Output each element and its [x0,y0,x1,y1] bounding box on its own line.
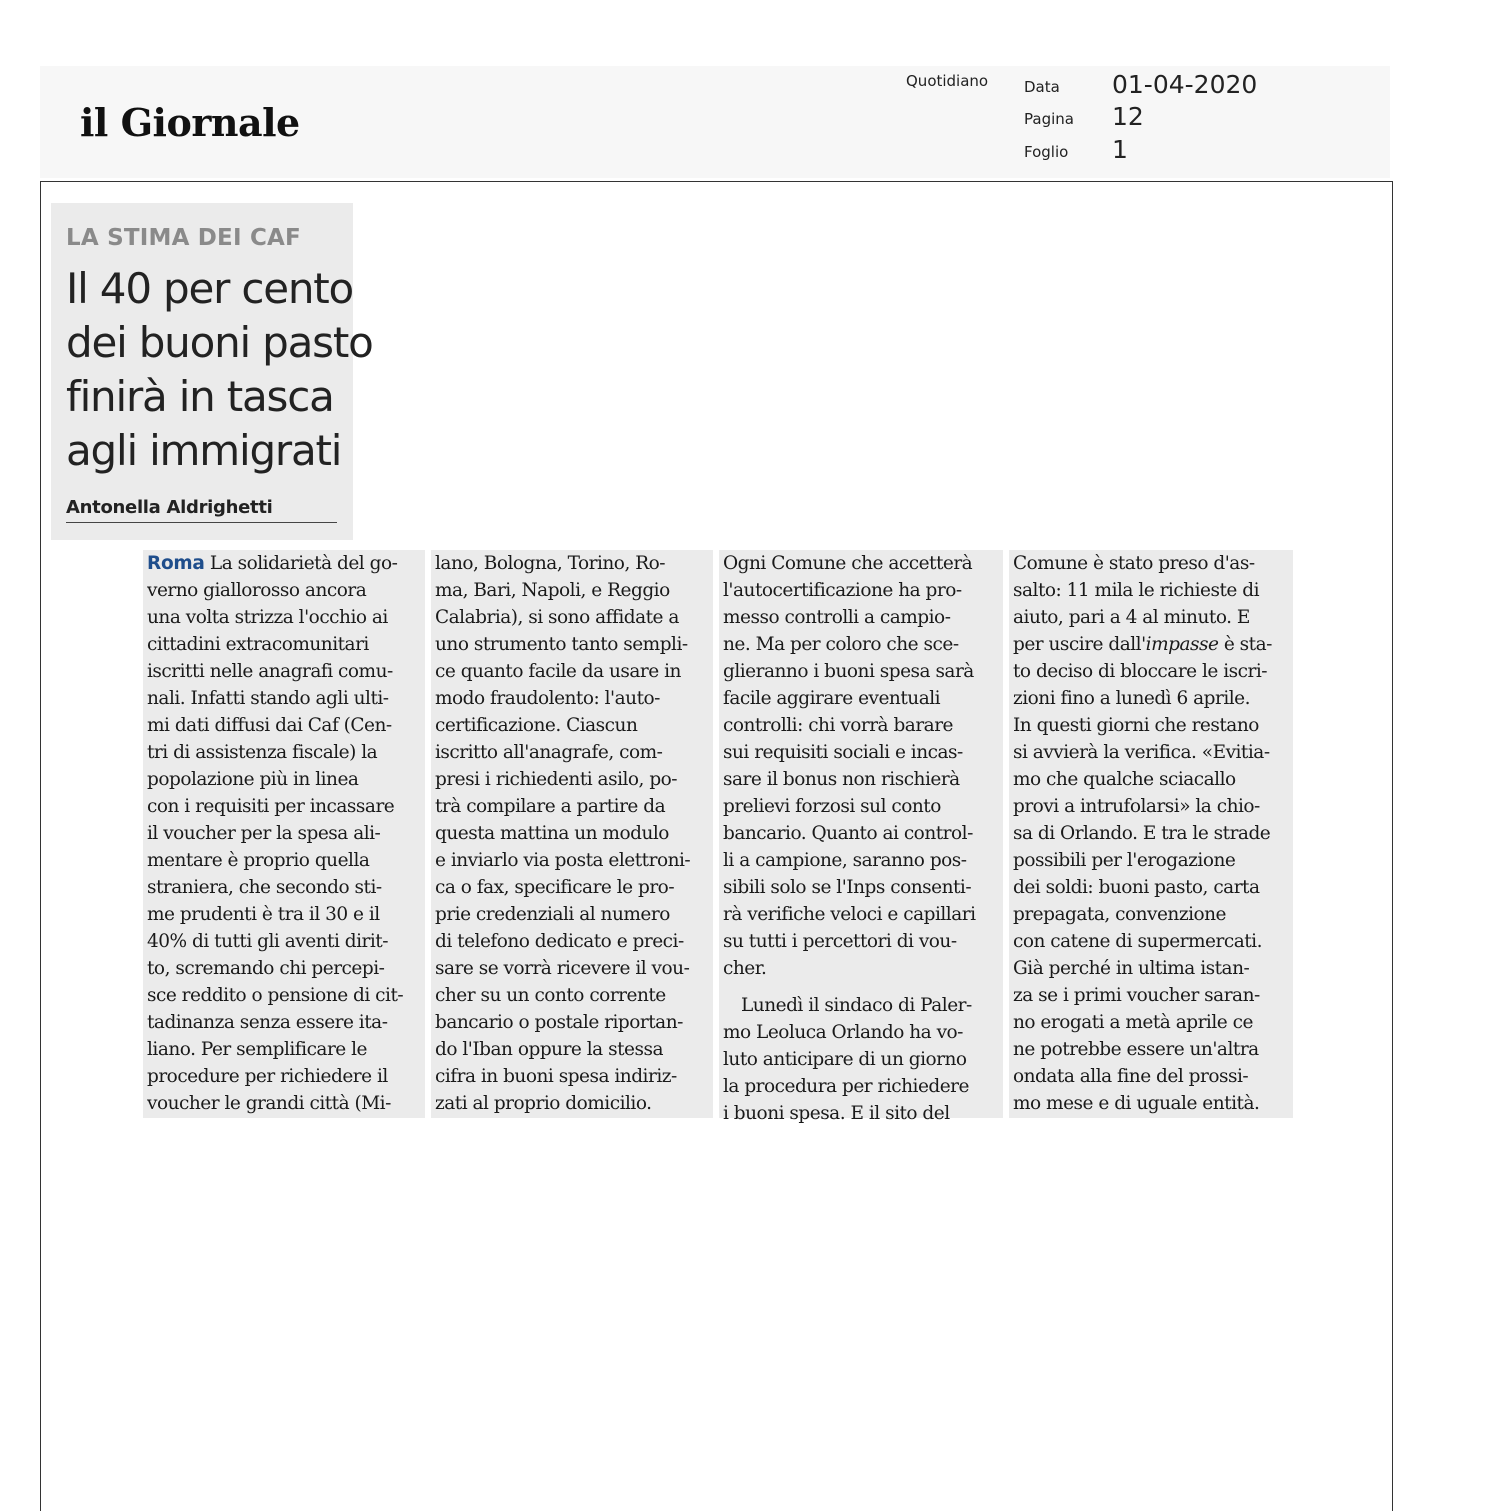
article-column-2 [431,550,713,1118]
text-line: e inviarlo via posta elettroni- [435,850,691,871]
text-line: Calabria), si sono affidate a [435,607,679,628]
text-line: In questi giorni che restano [1013,715,1259,736]
text-line [147,550,421,577]
text-line: ne potrebbe essere un'altra [1013,1039,1259,1060]
text-line: modo fraudolento: l'auto- [435,688,660,709]
text-line: no erogati a metà aprile ce [1013,1012,1253,1033]
text-line: zati al proprio domicilio. [435,1093,652,1114]
article-column-4 [1009,550,1293,1118]
text-line: sibili solo se l'Inps consenti- [723,877,972,898]
text-line: iscritto all'anagrafe, com- [435,742,663,763]
text-line: 40% di tutti gli aventi dirit- [147,931,388,952]
text-line: ne. Ma per coloro che sce- [723,634,959,655]
text-line: Lunedì il sindaco di Paler- [741,995,972,1016]
text-line: una volta strizza l'occhio ai [147,607,388,628]
text-line: popolazione più in linea [147,769,359,790]
text-line: liano. Per semplificare le [147,1039,367,1060]
headline-line: finirà in tasca [66,372,334,421]
text-line: glieranno i buoni spesa sarà [723,661,974,682]
text-line: controlli: chi vorrà barare [723,715,953,736]
text-line: iscritti nelle anagrafi comu- [147,661,393,682]
text-line: si avvierà la verifica. «Evitia- [1013,742,1270,763]
text-line: sa di Orlando. E tra le strade [1013,823,1271,844]
text-fragment: è sta- [1218,634,1272,655]
sheet-label: Foglio [1024,143,1069,161]
headline-line: dei buoni pasto [66,318,373,367]
text-line: voucher le grandi città (Mi- [147,1093,391,1114]
text-line: verno giallorosso ancora [147,580,367,601]
text-fragment: per uscire dall' [1013,634,1146,655]
text-line: mentare è proprio quella [147,850,370,871]
text-line: il voucher per la spesa ali- [147,823,381,844]
text-line: Comune è stato preso d'as- [1013,553,1255,574]
headline-line: Il 40 per cento [66,264,354,313]
text-line: i buoni spesa. E il sito del [723,1103,950,1124]
text-line: mo Leoluca Orlando ha vo- [723,1022,963,1043]
text-line: mo che qualche sciacallo [1013,769,1236,790]
text-line: rà verifiche veloci e capillari [723,904,976,925]
text-line: sce reddito o pensione di cit- [147,985,404,1006]
kicker: LA STIMA DEI CAF [66,225,301,251]
text-line: do l'Iban oppure la stessa [435,1039,663,1060]
text-line: salto: 11 mila le richieste di [1013,580,1259,601]
text-line: possibili per l'erogazione [1013,850,1236,871]
text-line: mi dati diffusi dai Caf (Cen- [147,715,392,736]
byline: Antonella Aldrighetti [66,497,337,523]
article-column-3 [719,550,1003,1124]
text-line: uno strumento tanto sempli- [435,634,688,655]
text-line: certificazione. Ciascun [435,715,638,736]
text-line: procedure per richiedere il [147,1066,388,1087]
text-line: cifra in buoni spesa indiriz- [435,1066,677,1087]
text-line: ca o fax, specificare le pro- [435,877,675,898]
text-line: li a campione, saranno pos- [723,850,967,871]
text-line: trà compilare a partire da [435,796,666,817]
page-label: Pagina [1024,110,1074,128]
text-line: sui requisiti sociali e incas- [723,742,963,763]
text-line: provi a intrufolarsi» la chio- [1013,796,1260,817]
date-value: 01-04-2020 [1112,70,1258,99]
text-line: mo mese e di uguale entità. [1013,1093,1260,1114]
text-line: messo controlli a campio- [723,607,951,628]
text-line: sare il bonus non rischierà [723,769,960,790]
text-line: bancario o postale riportan- [435,1012,683,1033]
text-line: la procedura per richiedere [723,1076,969,1097]
text-line: prelievi forzosi sul conto [723,796,941,817]
text-line: prepagata, convenzione [1013,904,1226,925]
text-line: ma, Bari, Napoli, e Reggio [435,580,670,601]
text-line: ondata alla fine del prossi- [1013,1066,1249,1087]
text-line: presi i richiedenti asilo, po- [435,769,678,790]
masthead-logo: il Giornale [80,100,300,145]
text-line: tri di assistenza fiscale) la [147,742,378,763]
text-line-content: La solidarietà del go- [209,553,398,574]
article-column-1 [143,550,425,1118]
text-line: zioni fino a lunedì 6 aprile. [1013,688,1250,709]
text-line: facile aggirare eventuali [723,688,941,709]
text-line: tadinanza senza essere ita- [147,1012,388,1033]
text-line: dei soldi: buoni pasto, carta [1013,877,1260,898]
text-line: su tutti i percettori di vou- [723,931,957,952]
italic-word: impasse [1145,634,1219,655]
text-line: di telefono dedicato e preci- [435,931,684,952]
publication-type: Quotidiano [906,72,989,90]
text-line: questa mattina un modulo [435,823,669,844]
text-line: me prudenti è tra il 30 e il [147,904,380,925]
date-label: Data [1024,78,1060,96]
text-line: to deciso di bloccare le iscri- [1013,661,1268,682]
text-line: nali. Infatti stando agli ulti- [147,688,389,709]
text-line: aiuto, pari a 4 al minuto. E [1013,607,1250,628]
text-line: to, scremando chi percepi- [147,958,385,979]
text-line [1013,631,1289,658]
text-line: cher. [723,958,767,979]
page-value: 12 [1112,102,1144,131]
text-line: ce quanto facile da usare in [435,661,681,682]
sheet-value: 1 [1112,135,1128,164]
text-line: con catene di supermercati. [1013,931,1262,952]
text-line: con i requisiti per incassare [147,796,395,817]
text-line: prie credenziali al numero [435,904,670,925]
headline-line: agli immigrati [66,426,342,475]
text-line: Ogni Comune che accetterà [723,553,973,574]
text-line: bancario. Quanto ai control- [723,823,973,844]
text-line: za se i primi voucher saran- [1013,985,1260,1006]
text-line: cher su un conto corrente [435,985,666,1006]
text-line: lano, Bologna, Torino, Ro- [435,553,666,574]
dateline: Roma [147,553,205,574]
text-line: cittadini extracomunitari [147,634,369,655]
text-line: luto anticipare di un giorno [723,1049,967,1070]
text-line: straniera, che secondo sti- [147,877,382,898]
text-line: Già perché in ultima istan- [1013,958,1250,979]
text-line: l'autocertificazione ha pro- [723,580,962,601]
text-line: sare se vorrà ricevere il vou- [435,958,690,979]
headline [66,262,373,478]
